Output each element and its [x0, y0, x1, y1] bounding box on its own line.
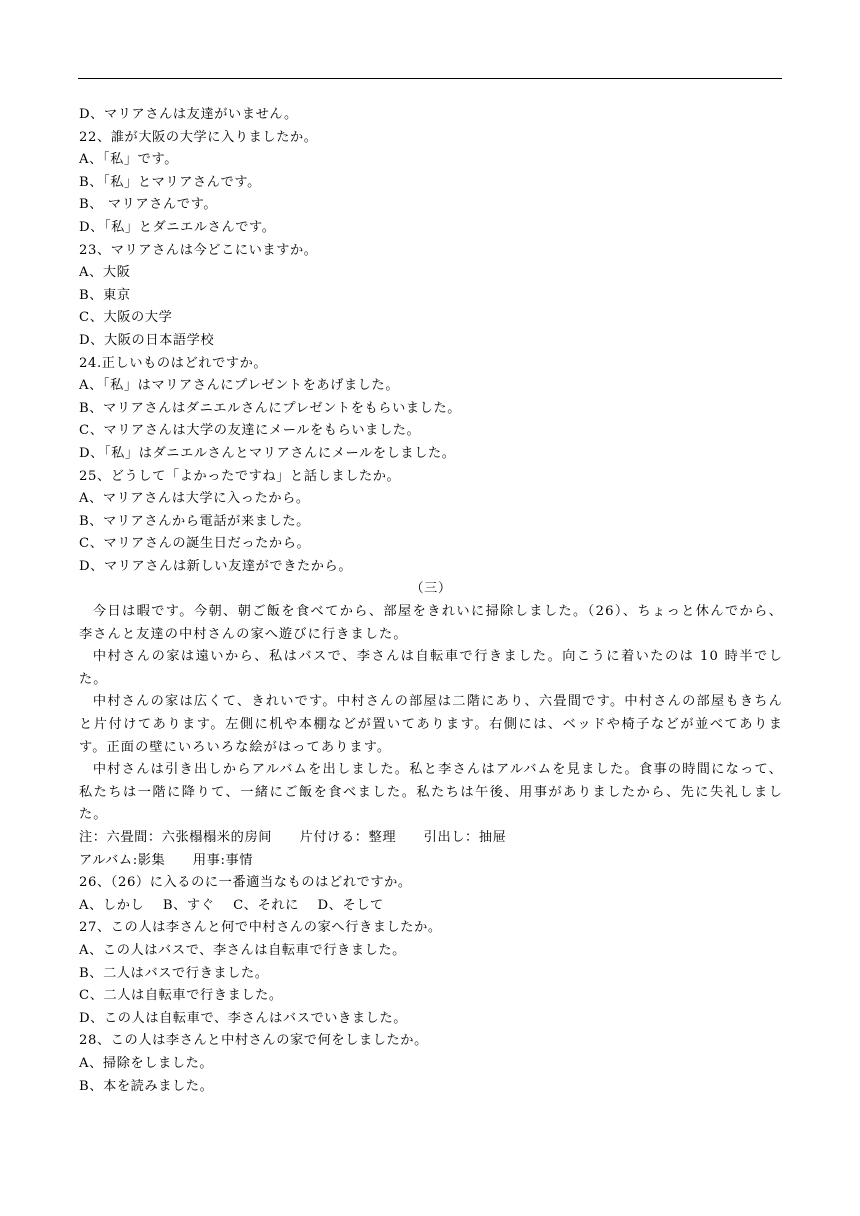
question-line: 27、この人は李さんと何で中村さんの家へ行きましたか。 [79, 920, 442, 936]
vocabulary-notes [79, 827, 783, 872]
question-line: A、しかし B、すぐ C、それに D、そして [79, 897, 384, 913]
question-line: D、「私」とダニエルさんです。 [79, 219, 276, 235]
question-line: A、大阪 [79, 265, 131, 281]
question-line: 22、誰が大阪の大学に入りましたか。 [79, 129, 318, 145]
questions-part-1 [79, 104, 783, 578]
question-line: B、本を読みました。 [79, 1078, 214, 1094]
question-line: B、マリアさんはダニエルさんにプレゼントをもらいました。 [79, 400, 462, 416]
question-line: A、この人はバスで、李さんは自転車で行きました。 [79, 942, 406, 958]
passage-paragraph: 中村さんの家は広くて、きれいです。中村さんの部屋は二階にあり、六畳間です。中村さんの部屋もきちんと片付けてあります。左側に机や本棚などが置いてあります。右側には、ベッドや椅子などが並べてあります。正面の壁にいろいろな絵がはってあります。 [79, 694, 783, 755]
question-line: 24.正しいものはどれですか。 [79, 355, 268, 371]
document-body [79, 104, 783, 1098]
questions-part-2 [79, 872, 783, 1098]
question-line: B、 マリアさんです。 [79, 197, 218, 213]
question-line: B、マリアさんから電話が来ました。 [79, 513, 310, 529]
reading-passage [79, 601, 783, 827]
question-line: A、マリアさんは大学に入ったから。 [79, 491, 310, 507]
question-line: D、大阪の日本語学校 [79, 332, 215, 348]
section-heading: （三） [410, 581, 452, 597]
question-line: A、掃除をしました。 [79, 1055, 214, 1071]
question-line: B、二人はバスで行きました。 [79, 965, 269, 981]
question-line: C、大阪の大学 [79, 310, 173, 326]
question-line: D、この人は自転車で、李さんはバスでいきました。 [79, 1010, 408, 1026]
question-line: B、東京 [79, 287, 131, 303]
question-line: C、マリアさんは大学の友達にメールをもらいました。 [79, 423, 421, 439]
header-rule [78, 78, 782, 79]
passage-paragraph: 今日は暇です。今朝、朝ご飯を食べてから、部屋をきれいに掃除しました。（26）、ちょっと休んでから、李さんと友達の中村さんの家へ遊びに行きました。 [79, 604, 783, 642]
question-line: C、マリアさんの誕生日だったから。 [79, 536, 311, 552]
note-line: 注：六畳間：六张榻榻米的房间 片付ける：整理 引出し：抽屉 [79, 830, 507, 845]
passage-paragraph: 中村さんの家は遠いから、私はバスで、李さんは自転車で行きました。向こうに着いたのは 10 時半でした。 [79, 649, 783, 687]
note-line: アルバム:影集 用事:事情 [79, 852, 254, 868]
passage-paragraph: 中村さんは引き出しからアルバムを出しました。私と李さんはアルバムを見ました。食事の時間になって、私たちは一階に降りて、一緒にご飯を食べました。私たちは午後、用事がありましたから、先に失礼しました。 [79, 762, 783, 823]
question-line: 28、この人は李さんと中村さんの家で何をしましたか。 [79, 1033, 428, 1049]
question-line: C、二人は自転車で行きました。 [79, 988, 283, 1004]
question-line: D、マリアさんは新しい友達ができたから。 [79, 558, 353, 574]
question-line: 25、どうして「よかったですね」と話しましたか。 [79, 468, 401, 484]
question-line: 23、マリアさんは今どこにいますか。 [79, 242, 318, 258]
question-line: 26、（26）に入るのに一番適当なものはどれですか。 [79, 875, 412, 891]
question-line: B、「私」とマリアさんです。 [79, 174, 261, 190]
question-line: D、「私」はダニエルさんとマリアさんにメールをしました。 [79, 445, 456, 461]
question-line: D、マリアさんは友達がいません。 [79, 107, 298, 122]
question-line: A、「私」はマリアさんにプレゼントをあげました。 [79, 378, 400, 394]
question-line: A、「私」です。 [79, 152, 178, 168]
